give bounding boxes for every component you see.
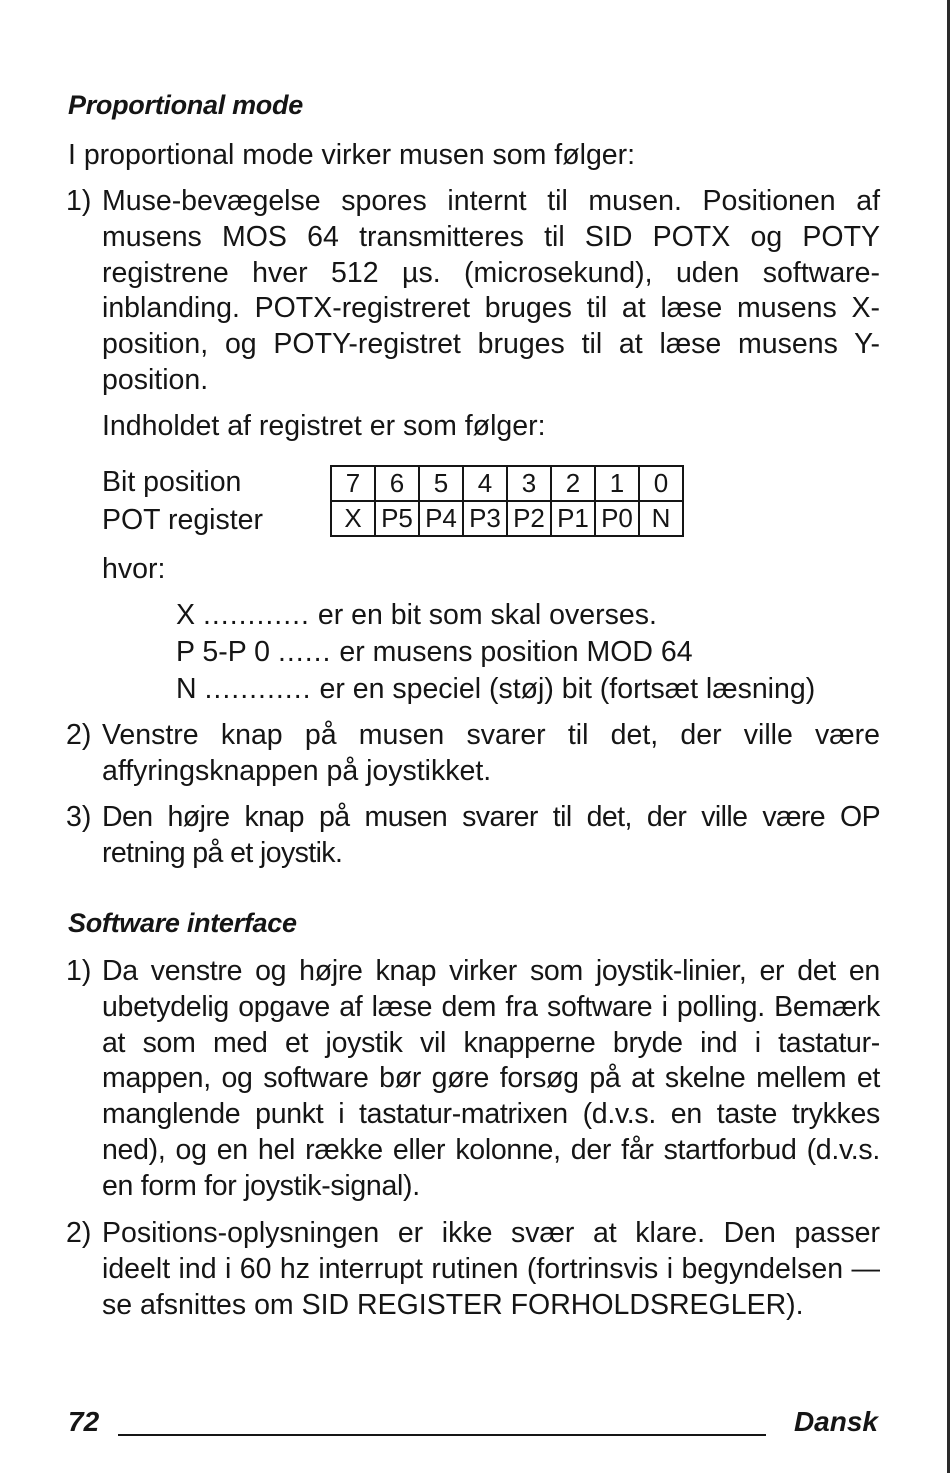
where-label: hvor: — [102, 553, 166, 585]
table-cell: 7 — [331, 466, 375, 501]
table-cell: N — [639, 501, 683, 536]
item-text-position-info: Positions-oplysningen er ikke svær at klare. Den passer ideelt ind i 60 hz interrupt rutinen (fortrinsvis i begyndelsen — se afsnittes om SID REGISTER FORHOLDSREGLER). — [102, 1217, 880, 1321]
bit-position-label: Bit position — [102, 466, 242, 498]
table-cell: P1 — [551, 501, 595, 536]
table-cell: P2 — [507, 501, 551, 536]
item-text-polling: Da venstre og højre knap virker som joystik-linier, er det en ubetydelig opgave af læse dem fra software i polling. Bemærk at som med et joystik vil knapperne bryde ind i tastatur-mappen, og software bør gøre forsøg på at skelne mellem et manglende punkt i tastatur-matrixen (d.v.s. en taste trykkes ned), og en hel række eller kolonne, der får startforbud (d.v.s. en form for joystik-signal). — [102, 955, 880, 1202]
register-table — [330, 465, 684, 537]
table-cell: X — [331, 501, 375, 536]
legend-dots: ............ — [202, 599, 310, 631]
legend-key: N — [176, 673, 197, 705]
item-number: 1) — [66, 955, 92, 987]
table-cell: P4 — [419, 501, 463, 536]
intro-text: I proportional mode virker musen som følger: — [68, 139, 636, 171]
table-cell: P0 — [595, 501, 639, 536]
item-text-mouse-movement: Muse-bevægelse spores internt til musen. Positionen af musens MOS 64 transmitteres til SID POTX og POTY registrene hver 512 µs. (microsekund), uden software-inblanding. POTX-registreret bruges til at læse musens X-position, og POTY-registret bruges til at læse musens Y-position. — [102, 185, 880, 396]
heading-proportional-mode: Proportional mode — [68, 90, 303, 120]
table-cell: 5 — [419, 466, 463, 501]
table-cell: 1 — [595, 466, 639, 501]
legend-desc: er musens position MOD 64 — [339, 636, 693, 668]
table-cell: 0 — [639, 466, 683, 501]
item-number: 3) — [66, 801, 92, 833]
legend-key: X — [176, 599, 196, 631]
table-cell: 2 — [551, 466, 595, 501]
item-text-left-button: Venstre knap på musen svarer til det, der ville være affyringsknappen på joystikket. — [102, 719, 880, 787]
register-intro: Indholdet af registret er som følger: — [102, 410, 546, 442]
pot-register-row — [331, 501, 683, 536]
bit-position-row — [331, 466, 683, 501]
table-cell: 4 — [463, 466, 507, 501]
legend-item — [176, 634, 693, 671]
legend-key: P 5-P 0 — [176, 636, 271, 668]
table-cell: 3 — [507, 466, 551, 501]
footer-rule — [118, 1434, 766, 1436]
legend-item — [176, 597, 657, 634]
pot-register-label: POT register — [102, 504, 264, 536]
item-number: 2) — [66, 1217, 92, 1249]
table-row-labels — [102, 463, 263, 539]
item-number: 2) — [66, 719, 92, 751]
legend-desc: er en speciel (støj) bit (fortsæt læsning) — [319, 673, 816, 705]
item-text-right-button: Den højre knap på musen svarer til det, der ville være OP retning på et joystik. — [102, 801, 880, 869]
legend-desc: er en bit som skal overses. — [317, 599, 657, 631]
heading-software-interface: Software interface — [68, 908, 297, 938]
footer-language: Dansk — [793, 1406, 878, 1437]
legend-dots: ...... — [277, 636, 332, 668]
item-number: 1) — [66, 185, 92, 217]
table-cell: P3 — [463, 501, 507, 536]
page-number: 72 — [68, 1406, 100, 1437]
legend-item — [176, 671, 815, 708]
table-cell: 6 — [375, 466, 419, 501]
legend-dots: ............ — [204, 673, 312, 705]
table-cell: P5 — [375, 501, 419, 536]
